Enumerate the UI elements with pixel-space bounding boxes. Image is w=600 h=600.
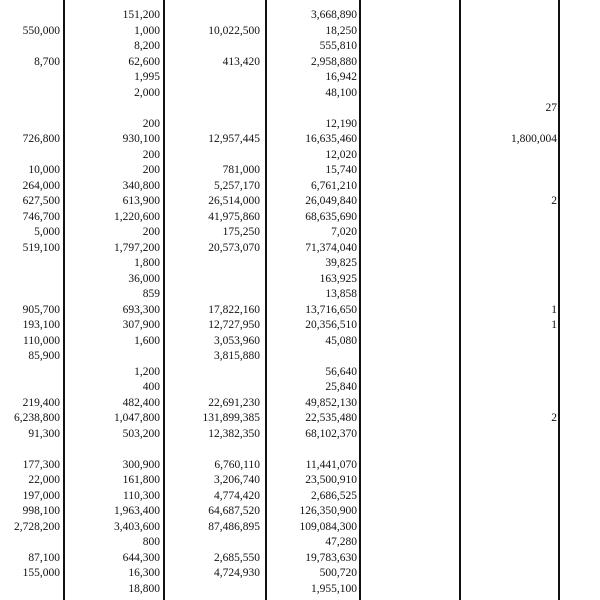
table-cell: 22,000 xyxy=(28,474,60,486)
table-cell xyxy=(0,287,60,301)
table-cell: 10,022,500 xyxy=(208,24,260,37)
table-cell xyxy=(470,179,557,193)
table-cell: 1,995 xyxy=(134,71,160,83)
table-row xyxy=(0,396,600,410)
table-cell: 22,691,230 xyxy=(208,396,260,409)
table-row xyxy=(0,489,600,503)
table-row xyxy=(0,86,600,100)
table-cell xyxy=(80,349,160,363)
table-cell: 193,100 xyxy=(22,319,60,331)
table-cell: 613,900 xyxy=(122,195,160,207)
table-cell xyxy=(470,551,557,565)
table-row xyxy=(0,504,600,518)
table-cell xyxy=(170,117,260,131)
table-cell: 26,514,000 xyxy=(208,195,260,207)
table-cell xyxy=(470,163,557,177)
table-cell: 555,810 xyxy=(319,40,357,52)
table-cell: 155,000 xyxy=(22,567,60,579)
table-row xyxy=(0,210,600,224)
table-cell: 2,685,550 xyxy=(214,551,260,564)
table-cell: 3,053,960 xyxy=(214,334,260,347)
table-cell xyxy=(0,86,60,100)
table-cell: 2,686,525 xyxy=(311,489,357,502)
table-cell xyxy=(290,101,357,115)
table-cell: 340,800 xyxy=(122,179,160,192)
table-cell xyxy=(470,520,557,534)
table-cell: 746,700 xyxy=(22,210,60,223)
table-cell xyxy=(470,272,557,286)
table-row xyxy=(0,349,600,363)
table-cell: 482,400 xyxy=(122,396,160,409)
table-cell: 200 xyxy=(142,226,160,238)
table-cell: 300,900 xyxy=(122,458,160,471)
table-row xyxy=(0,194,600,208)
table-cell: 91,300 xyxy=(28,427,60,440)
table-cell: 3,815,880 xyxy=(214,350,260,362)
table-cell: 13,716,650 xyxy=(305,303,357,316)
table-cell xyxy=(470,86,557,100)
table-row xyxy=(0,287,600,301)
table-cell: 4,724,930 xyxy=(214,567,260,579)
table-cell xyxy=(0,582,60,596)
table-cell: 110,300 xyxy=(123,489,160,502)
table-cell xyxy=(0,256,60,270)
table-cell: 6,760,110 xyxy=(214,458,260,471)
table-cell xyxy=(470,39,557,53)
table-cell xyxy=(470,210,557,224)
table-cell xyxy=(470,225,557,239)
table-cell: 644,300 xyxy=(122,551,160,564)
table-cell: 5,257,170 xyxy=(214,179,260,192)
table-row xyxy=(0,380,600,394)
table-cell xyxy=(0,365,60,379)
table-cell: 16,942 xyxy=(325,71,357,83)
table-cell: 1,800,004 xyxy=(511,133,557,145)
table-cell: 45,080 xyxy=(325,334,357,347)
table-row xyxy=(0,582,600,596)
table-cell xyxy=(80,442,160,456)
table-cell xyxy=(0,117,60,131)
table-cell: 1,963,400 xyxy=(114,505,160,517)
table-cell: 87,486,895 xyxy=(208,520,260,533)
table-cell: 8,700 xyxy=(34,55,60,68)
table-row xyxy=(0,473,600,487)
table-cell: 12,020 xyxy=(325,148,357,161)
table-cell xyxy=(170,8,260,22)
table-cell xyxy=(290,442,357,456)
table-row xyxy=(0,55,600,69)
table-row xyxy=(0,566,600,580)
table-cell: 27 xyxy=(545,102,557,114)
table-cell xyxy=(170,256,260,270)
table-row xyxy=(0,520,600,534)
table-cell: 3,403,600 xyxy=(114,520,160,533)
table-cell: 1,600 xyxy=(134,334,160,347)
table-cell: 175,250 xyxy=(222,226,260,238)
table-cell xyxy=(0,535,60,549)
table-cell xyxy=(0,148,60,162)
table-row xyxy=(0,535,600,549)
table-cell: 800 xyxy=(142,536,160,548)
table-cell: 48,100 xyxy=(325,86,357,99)
table-cell: 8,200 xyxy=(134,40,160,52)
table-cell xyxy=(170,535,260,549)
table-cell: 400 xyxy=(142,381,160,393)
table-cell xyxy=(170,70,260,84)
table-row xyxy=(0,458,600,472)
table-cell: 2,000 xyxy=(134,86,160,99)
table-cell xyxy=(170,442,260,456)
table-row xyxy=(0,427,600,441)
table-cell xyxy=(170,582,260,596)
table-cell: 1,220,600 xyxy=(114,210,160,223)
table-cell: 2 xyxy=(551,195,557,207)
table-cell: 62,600 xyxy=(128,55,160,68)
table-cell xyxy=(470,148,557,162)
table-cell: 550,000 xyxy=(22,24,60,37)
table-cell: 20,356,510 xyxy=(305,319,357,331)
table-row xyxy=(0,24,600,38)
table-cell: 23,500,910 xyxy=(305,474,357,486)
table-cell xyxy=(470,24,557,38)
table-cell: 930,100 xyxy=(122,133,160,145)
table-cell: 2,958,880 xyxy=(311,55,357,68)
table-cell xyxy=(170,148,260,162)
table-cell xyxy=(470,117,557,131)
table-cell: 16,635,460 xyxy=(305,133,357,145)
table-cell: 12,190 xyxy=(325,117,357,130)
table-cell: 905,700 xyxy=(22,303,60,316)
table-cell: 413,420 xyxy=(222,55,260,68)
table-cell: 10,000 xyxy=(28,164,60,176)
table-cell: 1,797,200 xyxy=(114,241,160,254)
table-cell: 68,635,690 xyxy=(305,210,357,223)
table-cell xyxy=(470,70,557,84)
table-cell: 6,761,210 xyxy=(311,179,357,192)
table-cell xyxy=(470,566,557,580)
table-cell: 12,382,350 xyxy=(208,427,260,440)
table-cell: 4,774,420 xyxy=(214,489,260,502)
table-cell: 200 xyxy=(142,164,160,176)
table-cell: 49,852,130 xyxy=(305,396,357,409)
table-cell xyxy=(0,101,60,115)
table-cell: 56,640 xyxy=(325,365,357,378)
table-cell: 1,800 xyxy=(134,257,160,269)
table-cell xyxy=(470,55,557,69)
table-cell: 39,825 xyxy=(325,257,357,269)
table-cell: 1,200 xyxy=(134,365,160,378)
table-cell: 12,727,950 xyxy=(208,319,260,331)
table-cell xyxy=(170,86,260,100)
table-cell xyxy=(80,101,160,115)
table-row xyxy=(0,148,600,162)
table-row xyxy=(0,132,600,146)
table-cell xyxy=(0,380,60,394)
table-cell: 307,900 xyxy=(122,319,160,331)
table-cell: 110,000 xyxy=(23,334,60,347)
table-cell xyxy=(470,287,557,301)
table-cell: 1 xyxy=(551,319,557,331)
table-cell: 15,740 xyxy=(325,164,357,176)
table-cell: 12,957,445 xyxy=(208,133,260,145)
table-row xyxy=(0,163,600,177)
table-cell: 109,084,300 xyxy=(299,520,357,533)
table-cell xyxy=(170,272,260,286)
table-cell: 219,400 xyxy=(22,396,60,409)
table-cell: 151,200 xyxy=(122,9,160,21)
table-cell xyxy=(470,8,557,22)
table-row xyxy=(0,101,600,115)
table-cell: 19,783,630 xyxy=(305,551,357,564)
table-cell: 627,500 xyxy=(22,195,60,207)
table-cell: 25,840 xyxy=(325,381,357,393)
table-row xyxy=(0,551,600,565)
table-cell xyxy=(470,582,557,596)
table-row xyxy=(0,179,600,193)
table-cell: 13,858 xyxy=(325,288,357,300)
table-cell: 41,975,860 xyxy=(208,210,260,223)
table-cell xyxy=(470,442,557,456)
table-cell: 26,049,840 xyxy=(305,195,357,207)
table-cell xyxy=(0,70,60,84)
table-cell: 161,800 xyxy=(122,474,160,486)
table-cell xyxy=(470,256,557,270)
table-cell: 16,300 xyxy=(128,567,160,579)
table-cell: 1,047,800 xyxy=(114,412,160,424)
table-cell: 200 xyxy=(142,117,160,130)
table-row xyxy=(0,225,600,239)
table-cell xyxy=(470,504,557,518)
table-cell: 87,100 xyxy=(28,551,60,564)
table-cell: 85,900 xyxy=(28,350,60,362)
table-cell: 500,720 xyxy=(319,567,357,579)
table-cell xyxy=(0,39,60,53)
table-cell: 20,573,070 xyxy=(208,241,260,254)
table-cell: 781,000 xyxy=(222,164,260,176)
table-cell: 6,238,800 xyxy=(14,412,60,424)
table-cell: 177,300 xyxy=(22,458,60,471)
table-cell: 264,000 xyxy=(22,179,60,192)
table-cell: 163,925 xyxy=(319,272,357,285)
table-cell: 17,822,160 xyxy=(208,303,260,316)
table-cell xyxy=(470,349,557,363)
table-row xyxy=(0,334,600,348)
table-cell: 71,374,040 xyxy=(305,241,357,254)
table-row xyxy=(0,318,600,332)
table-cell xyxy=(470,396,557,410)
table-cell xyxy=(170,380,260,394)
table-cell: 3,668,890 xyxy=(311,9,357,21)
table-cell xyxy=(0,442,60,456)
table-cell xyxy=(470,427,557,441)
table-cell xyxy=(170,101,260,115)
table-row xyxy=(0,241,600,255)
table-cell xyxy=(170,365,260,379)
table-cell: 5,000 xyxy=(34,226,60,238)
table-cell: 18,800 xyxy=(128,582,160,595)
table-cell xyxy=(290,349,357,363)
table-cell xyxy=(0,272,60,286)
table-cell: 859 xyxy=(142,288,160,300)
table-cell xyxy=(470,334,557,348)
table-cell xyxy=(170,39,260,53)
table-cell: 1,955,100 xyxy=(311,582,357,595)
table-cell: 22,535,480 xyxy=(305,412,357,424)
table-cell: 2 xyxy=(551,412,557,424)
table-row xyxy=(0,411,600,425)
table-cell: 519,100 xyxy=(22,241,60,254)
table-cell: 126,350,900 xyxy=(299,505,357,517)
table-cell: 7,020 xyxy=(331,226,357,238)
table-cell xyxy=(0,8,60,22)
table-cell: 998,100 xyxy=(22,505,60,517)
table-cell: 693,300 xyxy=(122,303,160,316)
table-row xyxy=(0,256,600,270)
table-cell: 36,000 xyxy=(128,272,160,285)
table-row xyxy=(0,8,600,22)
table-cell: 68,102,370 xyxy=(305,427,357,440)
table-row xyxy=(0,303,600,317)
table-cell xyxy=(470,380,557,394)
table-cell: 64,687,520 xyxy=(208,505,260,517)
table-cell xyxy=(470,241,557,255)
table-cell xyxy=(470,458,557,472)
table-cell: 503,200 xyxy=(122,427,160,440)
table-cell xyxy=(470,365,557,379)
table-row xyxy=(0,442,600,456)
table-cell: 726,800 xyxy=(22,133,60,145)
table-cell: 47,280 xyxy=(325,536,357,548)
table-cell: 18,250 xyxy=(325,24,357,37)
table-cell xyxy=(470,473,557,487)
table-cell: 11,441,070 xyxy=(305,458,357,471)
table-cell: 3,206,740 xyxy=(214,474,260,486)
table-cell: 131,899,385 xyxy=(202,412,260,424)
table-row xyxy=(0,70,600,84)
table-cell: 200 xyxy=(142,148,160,161)
table-cell: 197,000 xyxy=(22,489,60,502)
table-row xyxy=(0,272,600,286)
table-row xyxy=(0,39,600,53)
table-cell xyxy=(170,287,260,301)
table-row xyxy=(0,117,600,131)
table-row xyxy=(0,365,600,379)
table-cell xyxy=(470,489,557,503)
table-cell: 1 xyxy=(551,303,557,316)
table-cell xyxy=(470,535,557,549)
table-cell: 2,728,200 xyxy=(14,520,60,533)
table-cell: 1,000 xyxy=(134,24,160,37)
